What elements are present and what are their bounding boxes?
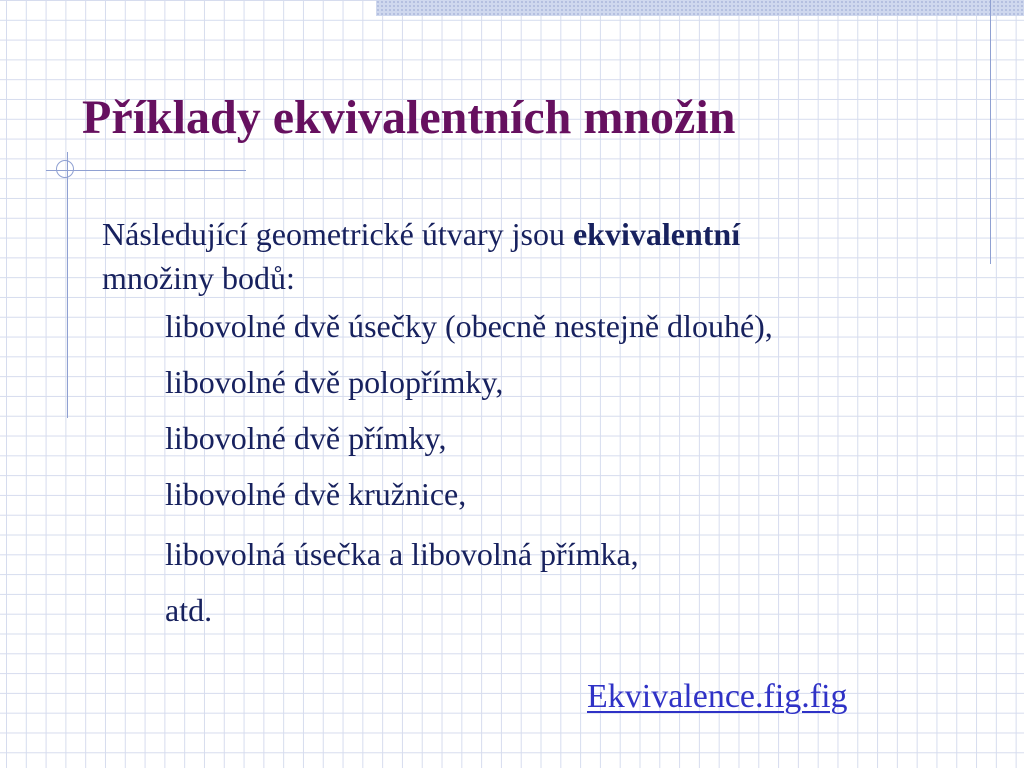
list-item: libovolná úsečka a libovolná přímka, [165, 536, 639, 572]
intro-text-before: Následující geometrické útvary jsou [102, 216, 573, 252]
examples-list [165, 304, 773, 644]
decorative-circle-icon [56, 160, 74, 178]
decorative-vertical-line-left [67, 152, 68, 418]
decorative-top-band [376, 0, 1024, 16]
list-item: atd. [165, 592, 213, 628]
intro-bold-term: ekvivalentní [572, 216, 741, 252]
list-item: libovolné dvě přímky, [165, 420, 447, 456]
decorative-vertical-line-right [990, 0, 991, 264]
list-item: libovolné dvě úsečky (obecně nestejně dlouhé), [165, 308, 773, 344]
intro-paragraph [102, 212, 962, 300]
decorative-horizontal-line [46, 170, 246, 171]
list-item: libovolné dvě kružnice, [165, 476, 467, 512]
intro-text-after: množiny bodů: [102, 260, 295, 296]
slide-title: Příklady ekvivalentních množin [82, 91, 736, 144]
figure-file-link[interactable]: Ekvivalence.fig.fig [587, 678, 848, 715]
list-item: libovolné dvě polopřímky, [165, 364, 504, 400]
